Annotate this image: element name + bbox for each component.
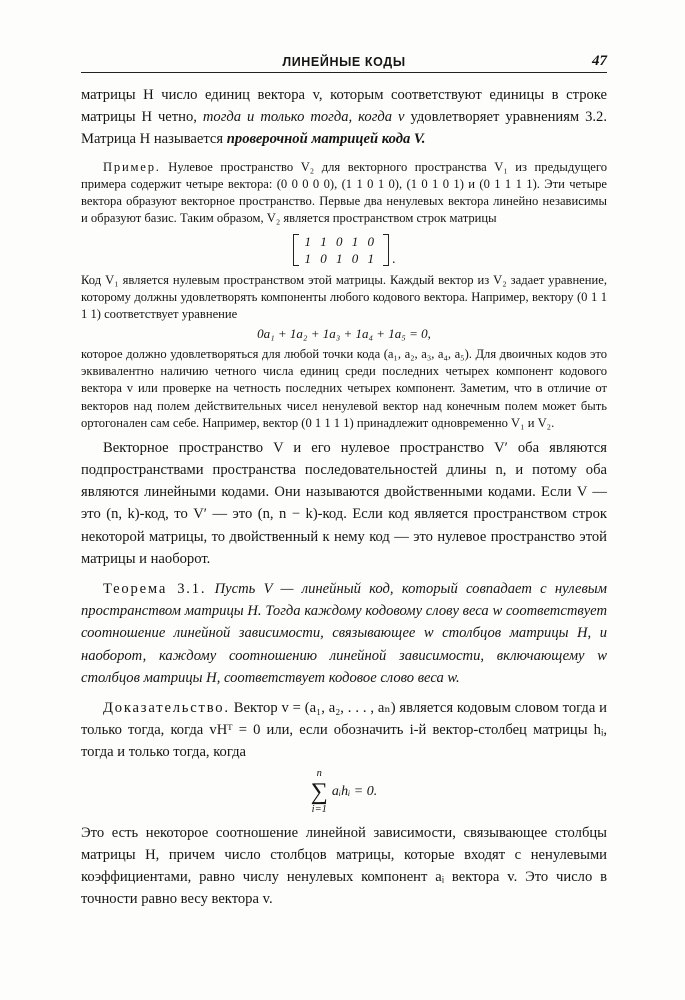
matrix [293,233,390,267]
para1-text-a: матрицы H число единиц вектора v, которым соответствуют единицы в строке матрицы H четно, [81,87,607,126]
para1-emphasis: тогда и только тогда, когда v [202,109,405,126]
theorem-text: Пусть V — линейный код, который совпадает с нулевым пространством матрицы H. Тогда каждому кодовому слову веса w соответствует соотношение линейной зависимости, связывающее w столбцов матрицы H, и наоборот, каждому соотношению линейной зависимости, включающему w столбцов матрицы H, соответствует кодовое слово веса w. [81,580,607,686]
running-title: ЛИНЕЙНЫЕ КОДЫ [282,55,406,69]
example-paragraph [81,159,607,227]
example-paragraph-3: которое должно удовлетворяться для любой точки кода (a₁, a₂, a₃, a₄, a₅). Для двоичных кодов это эквивалентно наличию четного числа единиц среди последних четырех компонент кодового вектора v или проверке на четность последних четырех компонент. Заметим, что в отличие от векторов над полем действительных чисел ненулевой вектор над конечным полем может быть ортогонален сам себе. Например, вектор (0 1 1 1 1) принадлежит одновременно V₁ и V₂. [81,347,607,430]
theorem-lead: Теорема 3.1. [103,580,207,597]
page-number: 47 [592,53,607,69]
example-lead: Пример. [103,159,161,174]
proof-paragraph [81,697,607,764]
proof-paragraph-2: Это есть некоторое соотношение линейной зависимости, связывающее столбцы матрицы H, причем число столбцов матрицы, которые входят с ненулевыми коэффициентами, равно числу ненулевых компонент aᵢ вектора v. Это число в точности равно весу вектора v. [81,824,607,908]
matrix-row-2: 1 0 1 0 1 [304,250,377,266]
sigma-sign: ∑ [310,778,328,805]
proof-text: Вектор v = (a₁, a₂, . . . , aₙ) является кодовым словом тогда и только тогда, когда vHᵀ = 0 или, если обозначить i-й вектор-столбец матрицы hᵢ, тогда и только тогда, когда [81,699,607,761]
matrix-row-1: 1 1 0 1 0 [304,233,377,249]
para1-text-c: удовлетворяет уравнениям 3.2. Матрица H называется [81,109,607,148]
proof-lead: Доказательство. [103,699,230,716]
running-header [81,52,607,73]
example-paragraph-2: Код V₁ является нулевым пространством этой матрицы. Каждый вектор из V₂ задает уравнение, которому должны удовлетворять компоненты любого кодового вектора. Например, вектору (0 1 1 1 1) соответствует уравнение [81,272,607,322]
page [81,52,607,910]
parity-equation: 0a₁ + 1a₂ + 1a₃ + 1a₄ + 1a₅ = 0, [257,326,431,342]
dual-codes-paragraph: Векторное пространство V и его нулевое пространство V′ оба являются подпространствами пространства последовательностей длины n, и потому оба являются линейными кодами. Они называются двойственными кодами. Если V — это (n, k)-код, то V′ — это (n, n − k)-код. Если код является пространством строк некоторой матрицы, то двойственный к нему код — это нулевое пространство этой матрицы и наоборот. [81,439,607,567]
para1-term: проверочной матрицей кода V. [226,131,426,148]
matrix-period: . [392,251,396,267]
paragraph-parity-check [81,84,607,151]
summation-formula [81,768,607,816]
matrix-block [81,233,607,268]
sum-upper-limit: n [316,767,322,779]
theorem-paragraph [81,578,607,689]
example-text: Нулевое пространство V₂ для векторного пространства V₁ из предыдущего примера содержит четыре вектора: (0 0 0 0 0), (1 1 0 1 0), (1 0 1 0 1) и (0 1 1 1 1). Эти четыре вектора образуют векторное пространство. Первые два ненулевых вектора линейно независимы и образуют базис. Таким образом, V₂ является пространством строк матрицы [81,159,607,225]
sum-lower-limit: i=1 [311,803,327,815]
sum-expression: aᵢhᵢ = 0. [331,783,378,799]
summation-operator [311,768,328,816]
